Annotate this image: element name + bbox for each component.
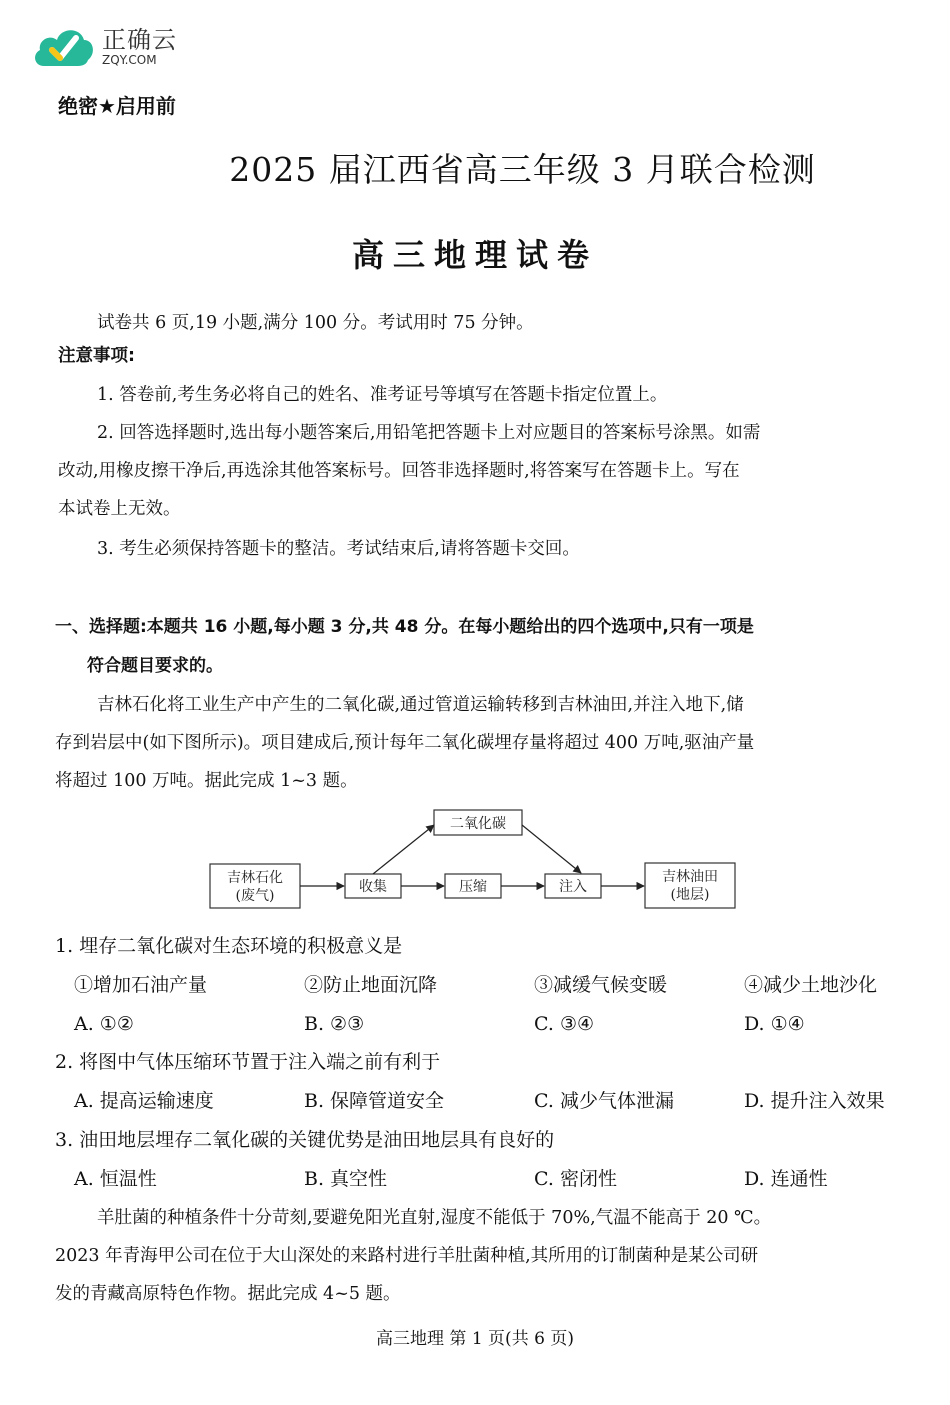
- passage-2-line-1: 羊肚菌的种植条件十分苛刻,要避免阳光直射,湿度不能低于 70%,气温不能高于 20 ℃。: [97, 1208, 772, 1228]
- exam-intro: 试卷共 6 页,19 小题,满分 100 分。考试用时 75 分钟。: [97, 313, 534, 333]
- passage-1-line-3: 将超过 100 万吨。据此完成 1~3 题。: [55, 771, 358, 791]
- subject-title: 高三地理试卷: [351, 236, 598, 274]
- question-1-option-b[interactable]: B. ②③: [304, 1013, 365, 1035]
- passage-2-line-2: 2023 年青海甲公司在位于大山深处的来路村进行羊肚菌种植,其所用的订制菌种是某公司研: [55, 1246, 759, 1266]
- notice-item-2-line-1: 2. 回答选择题时,选出每小题答案后,用铅笔把答题卡上对应题目的答案标号涂黑。如需: [97, 423, 761, 443]
- question-2-option-a[interactable]: A. 提高运输速度: [74, 1090, 214, 1112]
- node-collect-label: 收集: [359, 879, 387, 895]
- question-2-stem: 2. 将图中气体压缩环节置于注入端之前有利于: [55, 1051, 441, 1073]
- page-footer: 高三地理 第 1 页(共 6 页): [376, 1329, 574, 1349]
- node-target-label-1: 吉林油田: [662, 869, 718, 885]
- question-2-option-c[interactable]: C. 减少气体泄漏: [534, 1090, 674, 1112]
- node-target: [645, 863, 735, 908]
- question-1-option-c[interactable]: C. ③④: [534, 1013, 595, 1035]
- passage-1-line-1: 吉林石化将工业生产中产生的二氧化碳,通过管道运输转移到吉林油田,并注入地下,储: [97, 695, 744, 715]
- node-compress: [445, 874, 501, 898]
- node-target-label-2: (地层): [670, 887, 710, 903]
- cloud-check-icon: [30, 20, 96, 74]
- section-1-heading-line-2: 符合题目要求的。: [87, 656, 223, 676]
- brand-name: 正确云: [102, 26, 177, 54]
- confidential-mark: 绝密★启用前: [58, 94, 176, 118]
- question-2-option-d[interactable]: D. 提升注入效果: [744, 1090, 885, 1112]
- arrow-collect-co2: [373, 825, 434, 874]
- node-collect: [345, 874, 401, 898]
- question-1-statement-1: ①增加石油产量: [74, 974, 208, 996]
- node-co2-label: 二氧化碳: [450, 816, 506, 832]
- node-inject: [545, 874, 601, 898]
- node-source: [210, 864, 300, 908]
- question-3-option-a[interactable]: A. 恒温性: [74, 1168, 157, 1190]
- section-1-heading-line-1: 一、选择题:本题共 16 小题,每小题 3 分,共 48 分。在每小题给出的四个选项中,只有一项是: [55, 617, 754, 637]
- arrow-co2-inject: [522, 825, 581, 873]
- node-source-label-2: (废气): [235, 888, 275, 904]
- question-1-option-a[interactable]: A. ①②: [74, 1013, 134, 1035]
- node-inject-label: 注入: [559, 879, 587, 895]
- question-1-option-d[interactable]: D. ①④: [744, 1013, 805, 1035]
- notice-item-3: 3. 考生必须保持答题卡的整洁。考试结束后,请将答题卡交回。: [97, 539, 580, 559]
- question-3-option-c[interactable]: C. 密闭性: [534, 1168, 617, 1190]
- question-3-stem: 3. 油田地层埋存二氧化碳的关键优势是油田地层具有良好的: [55, 1129, 555, 1151]
- notice-item-1: 1. 答卷前,考生务必将自己的姓名、准考证号等填写在答题卡指定位置上。: [97, 385, 668, 405]
- question-3-option-d[interactable]: D. 连通性: [744, 1168, 828, 1190]
- notice-heading: 注意事项:: [58, 346, 135, 366]
- node-compress-label: 压缩: [459, 879, 487, 895]
- passage-1-line-2: 存到岩层中(如下图所示)。项目建成后,预计每年二氧化碳埋存量将超过 400 万吨,驱油产量: [55, 733, 755, 753]
- brand-logo: [30, 20, 177, 74]
- brand-url: ZQY.COM: [102, 53, 157, 67]
- question-2-option-b[interactable]: B. 保障管道安全: [304, 1090, 445, 1112]
- question-1-statement-3: ③减缓气候变暖: [534, 974, 668, 996]
- exam-title: 2025 届江西省高三年级 3 月联合检测: [229, 150, 816, 189]
- question-1-stem: 1. 埋存二氧化碳对生态环境的积极意义是: [55, 935, 403, 957]
- notice-item-2-line-2: 改动,用橡皮擦干净后,再选涂其他答案标号。回答非选择题时,将答案写在答题卡上。写在: [58, 461, 740, 481]
- node-source-label-1: 吉林石化: [227, 870, 283, 886]
- co2-storage-flow-diagram: [205, 800, 745, 918]
- question-1-statement-2: ②防止地面沉降: [304, 974, 438, 996]
- question-1-statement-4: ④减少土地沙化: [744, 974, 878, 996]
- node-co2: [434, 810, 522, 835]
- passage-2-line-3: 发的青藏高原特色作物。据此完成 4~5 题。: [55, 1284, 401, 1304]
- notice-item-2-line-3: 本试卷上无效。: [58, 499, 181, 519]
- question-3-option-b[interactable]: B. 真空性: [304, 1168, 388, 1190]
